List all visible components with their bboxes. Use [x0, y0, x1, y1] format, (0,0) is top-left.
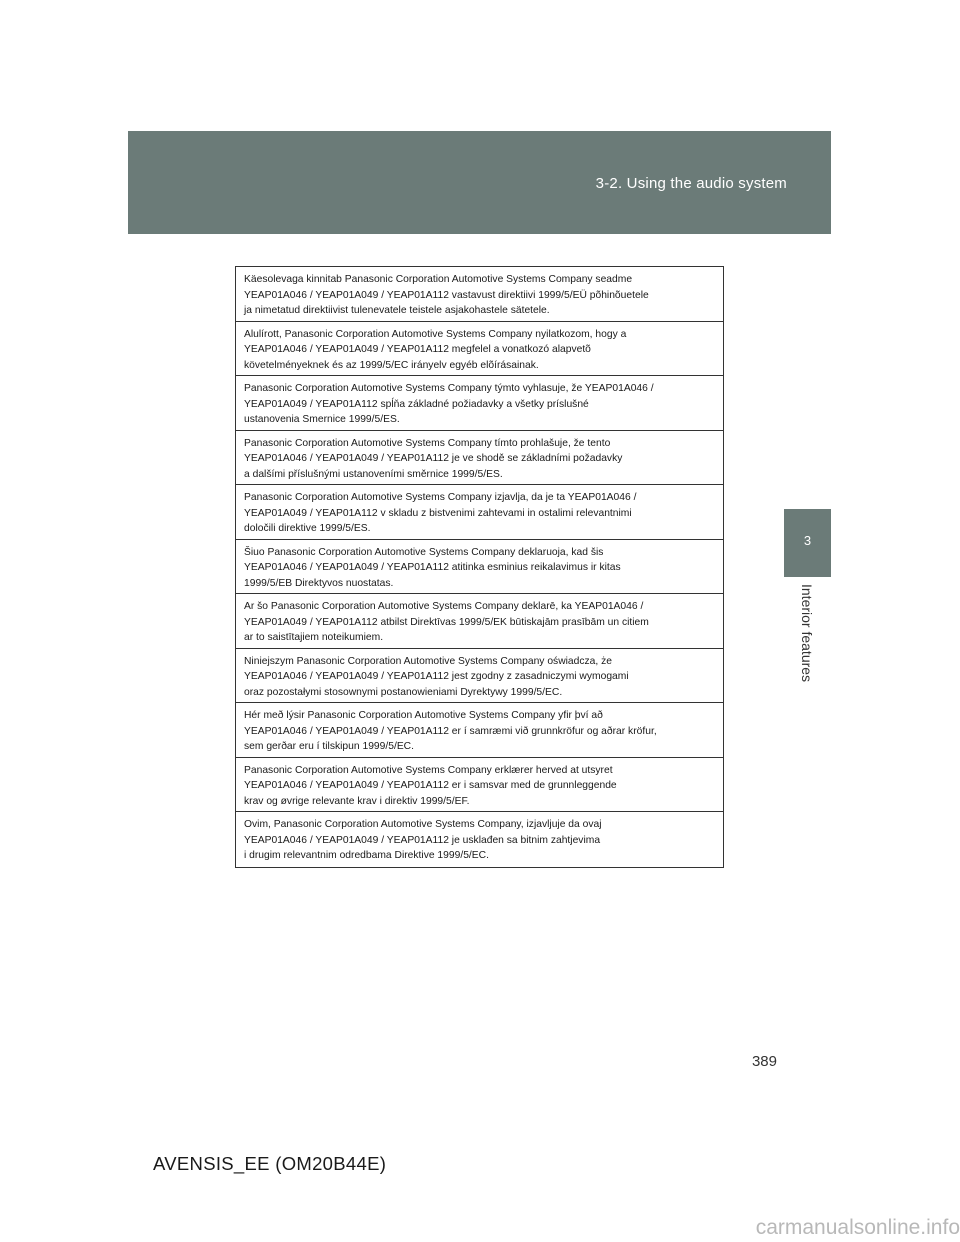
declaration-latvian: Ar šo Panasonic Corporation Automotive Systems Company deklarē, ka YEAP01A046 / YEAP01A049 / YEAP01A112 atbilst Direktīvas 1999/5/EK būtiskajām prasībām un citiem ar to saistītajiem noteikumiem.	[236, 594, 723, 649]
chapter-tab	[784, 509, 831, 577]
chapter-number: 3	[803, 533, 812, 548]
chapter-label: Interior features	[799, 584, 815, 683]
section-title: 3-2. Using the audio system	[595, 175, 787, 192]
document-code: AVENSIS_EE (OM20B44E)	[153, 1153, 387, 1174]
declaration-lithuanian: Šiuo Panasonic Corporation Automotive Systems Company deklaruoja, kad šis YEAP01A046 / YEAP01A049 / YEAP01A112 atitinka esminius reikalavimus ir kitas 1999/5/EB Direktyvos nuostatas.	[236, 540, 723, 595]
declaration-slovenian: Panasonic Corporation Automotive Systems Company izjavlja, da je ta YEAP01A046 / YEAP01A049 / YEAP01A112 v skladu z bistvenimi zahtevami in ostalimi relevantnimi določili direktive 1999/5/ES.	[236, 485, 723, 540]
header-band	[128, 131, 831, 234]
page-number: 389	[751, 1053, 777, 1070]
declaration-table	[235, 266, 724, 868]
declaration-estonian: Käesolevaga kinnitab Panasonic Corporation Automotive Systems Company seadme YEAP01A046 / YEAP01A049 / YEAP01A112 vastavust direktiivi 1999/5/EÜ põhinõuetele ja nimetatud direktiivist tulenevatele teistele asjakohastele sätetele.	[236, 267, 723, 322]
declaration-polish: Niniejszym Panasonic Corporation Automotive Systems Company oświadcza, że YEAP01A046 / YEAP01A049 / YEAP01A112 jest zgodny z zasadniczymi wymogami oraz pozostałymi stosownymi postanowieniami Dyrektywy 1999/5/EC.	[236, 649, 723, 704]
declaration-czech: Panasonic Corporation Automotive Systems Company tímto prohlašuje, že tento YEAP01A046 / YEAP01A049 / YEAP01A112 je ve shodě se základními požadavky a dalšími příslušnými ustanoveními směrnice 1999/5/ES.	[236, 431, 723, 486]
watermark: carmanualsonline.info	[755, 1216, 960, 1239]
declaration-hungarian: Alulírott, Panasonic Corporation Automotive Systems Company nyilatkozom, hogy a YEAP01A046 / YEAP01A049 / YEAP01A112 megfelel a vonatkozó alapvetõ követelményeknek és az 1999/5/EC irányelv egyéb elõírásainak.	[236, 322, 723, 377]
declaration-croatian: Ovim, Panasonic Corporation Automotive Systems Company, izjavljuje da ovaj YEAP01A046 / YEAP01A049 / YEAP01A112 je usklađen sa bitnim zahtjevima i drugim relevantnim odredbama Direktive 1999/5/EC.	[244, 819, 602, 862]
declaration-norwegian: Panasonic Corporation Automotive Systems Company erklærer herved at utsyret YEAP01A046 / YEAP01A049 / YEAP01A112 er i samsvar med de grunnleggende krav og øvrige relevante krav i direktiv 1999/5/EF.	[236, 758, 723, 813]
chapter-label-wrap	[784, 584, 831, 688]
declaration-slovak: Panasonic Corporation Automotive Systems Company týmto vyhlasuje, že YEAP01A046 / YEAP01A049 / YEAP01A112 spĺňa základné požiadavky a všetky príslušné ustanovenia Smernice 1999/5/ES.	[236, 376, 723, 431]
declaration-icelandic: Hér með lýsir Panasonic Corporation Automotive Systems Company yfir því að YEAP01A046 / YEAP01A049 / YEAP01A112 er í samræmi við grunnkröfur og aðrar kröfur, sem gerðar eru í tilskipun 1999/5/EC.	[236, 703, 723, 758]
